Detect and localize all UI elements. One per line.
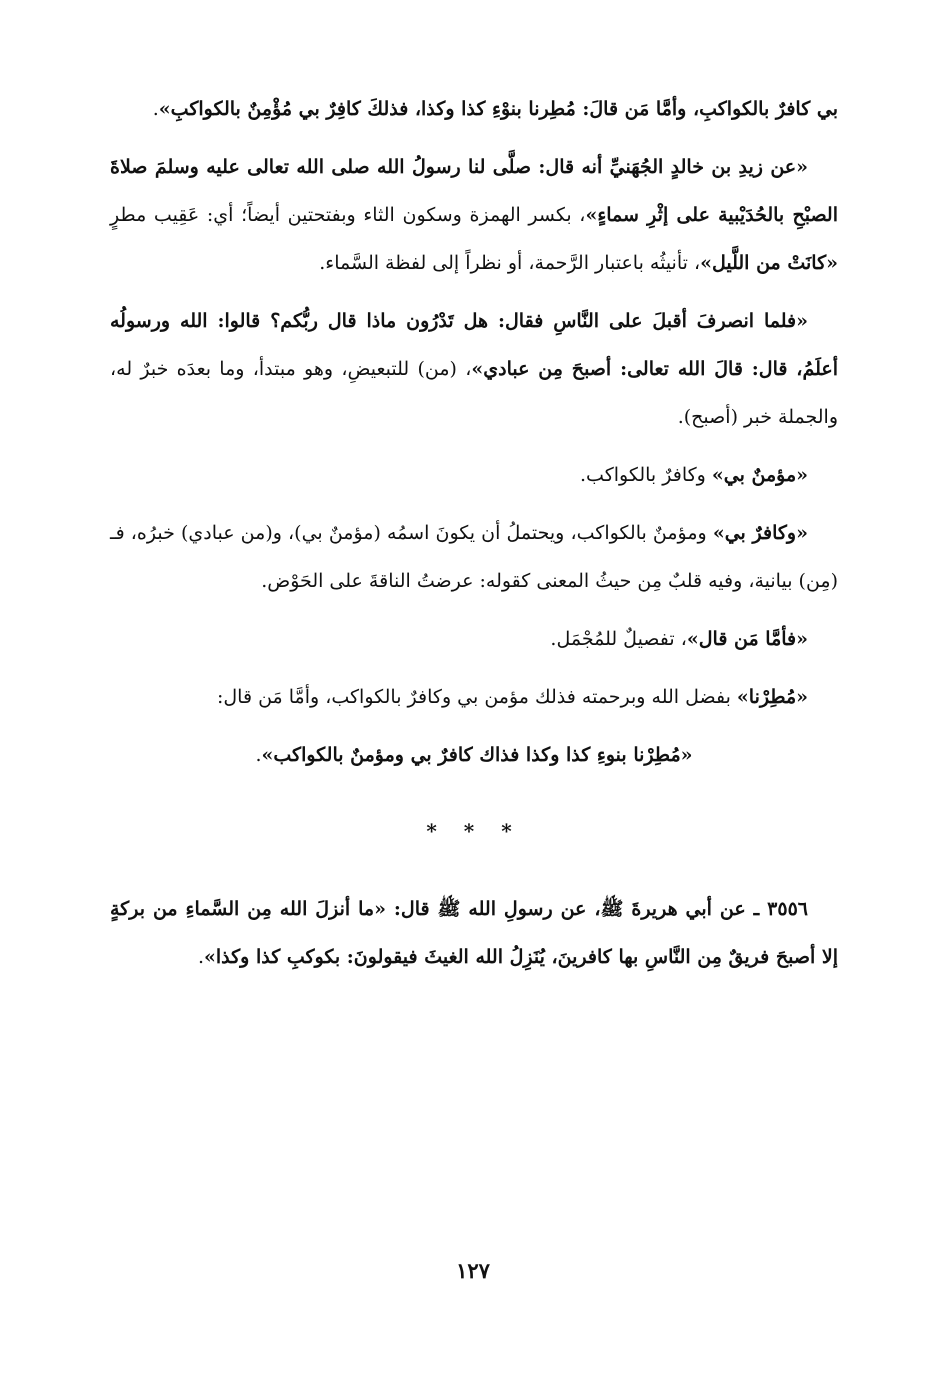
text-segment: ومؤمنٌ بالكواكب، ويحتملُ أن يكونَ اسمُه (مؤمنٌ بي)، و(من عبادي) خبرُه، فـ (مِن) بيانية، وفيه قلبٌ مِن حيثُ المعنى كقوله: عرضتُ الناقةَ على الحَوْض. bbox=[110, 522, 838, 592]
text-segment: . bbox=[197, 946, 204, 968]
text-segment: بفضل الله وبرحمته فذلك مؤمن بي وكافرٌ بالكواكب، وأمَّا مَن قال: bbox=[216, 686, 737, 708]
paragraph bbox=[110, 615, 838, 663]
text-segment: ، تأنيثُه باعتبار الرَّحمة، أو نظراً إلى لفظة السَّماء. bbox=[319, 252, 701, 274]
bold-text-segment: «مُطِرْنا» bbox=[736, 686, 808, 708]
page-number: ١٢٧ bbox=[456, 1258, 490, 1283]
section-separator: * * * bbox=[426, 819, 522, 843]
bold-text-segment: «مؤمنٌ بي» bbox=[711, 464, 808, 486]
bold-text-segment: ٣٥٥٦ ـ عن أبي هريرةَ ﷺ، عن رسولِ الله ﷺ قال: «ما أنزلَ الله مِن السَّماءِ من بركةٍ إلا أصبحَ فريقٌ مِن النَّاسِ بها كافرينَ، يُنَزِلُ الله الغيثَ فيقولونَ: بكوكبِ كذا وكذا» bbox=[110, 898, 838, 968]
paragraph bbox=[110, 451, 838, 499]
bold-text-segment: «وكافرٌ بي» bbox=[712, 522, 808, 544]
paragraph bbox=[110, 85, 838, 133]
bold-text-segment: «عن زيدِ بن خالدٍ الجُهَنيِّ أنه قال: صلَّى لنا رسولُ الله صلى الله تعالى عليه وسلمَ صلاةَ الصبْحِ بالحُدَيْبية على إثْرِ سماءٍ» bbox=[110, 156, 838, 226]
text-segment: ، (من) للتبعيضِ، وهو مبتدأ، وما بعدَه خبرٌ له، والجملة خبر (أصبح). bbox=[110, 358, 838, 428]
text-segment: ، بكسر الهمزة وسكون الثاء وبفتحتين أيضاً؛ أي: عَقِيب مطرٍ bbox=[110, 204, 586, 226]
paragraph bbox=[110, 509, 838, 605]
paragraph bbox=[110, 673, 838, 721]
hadith-3556 bbox=[110, 885, 838, 981]
paragraph bbox=[110, 143, 838, 287]
text-segment: . bbox=[152, 98, 159, 120]
paragraph bbox=[110, 731, 838, 779]
text-segment: ، تفصيلٌ للمُجْمَل. bbox=[550, 628, 687, 650]
bold-text-segment: «فلما انصرفَ أقبلَ على النَّاسِ فقال: هل تَدْرُون ماذا قال ربُّكم؟ قالوا: الله ورسولُه أعلَمُ، قال: قالَ الله تعالى: أصبحَ مِن عبادي» bbox=[110, 310, 838, 380]
text-segment: وكافرٌ بالكواكب. bbox=[580, 464, 712, 486]
bold-text-segment: بي كافرٌ بالكواكبِ، وأمَّا مَن قالَ: مُطِرنا بنوْءِ كذا وكذا، فذلكَ كافِرٌ بي مُؤْمِنٌ بالكواكبِ» bbox=[158, 98, 838, 120]
bold-text-segment: «مُطِرْنا بنوءِ كذا وكذا فذاك كافرٌ بي ومؤمنٌ بالكواكب» bbox=[261, 744, 693, 766]
page-body bbox=[110, 85, 838, 991]
text-segment: . bbox=[255, 744, 262, 766]
bold-text-segment: «كانَتْ من اللَّيل» bbox=[700, 252, 838, 274]
commentary-text bbox=[110, 85, 838, 779]
paragraph bbox=[110, 297, 838, 441]
bold-text-segment: «فأمَّا مَن قال» bbox=[686, 628, 808, 650]
